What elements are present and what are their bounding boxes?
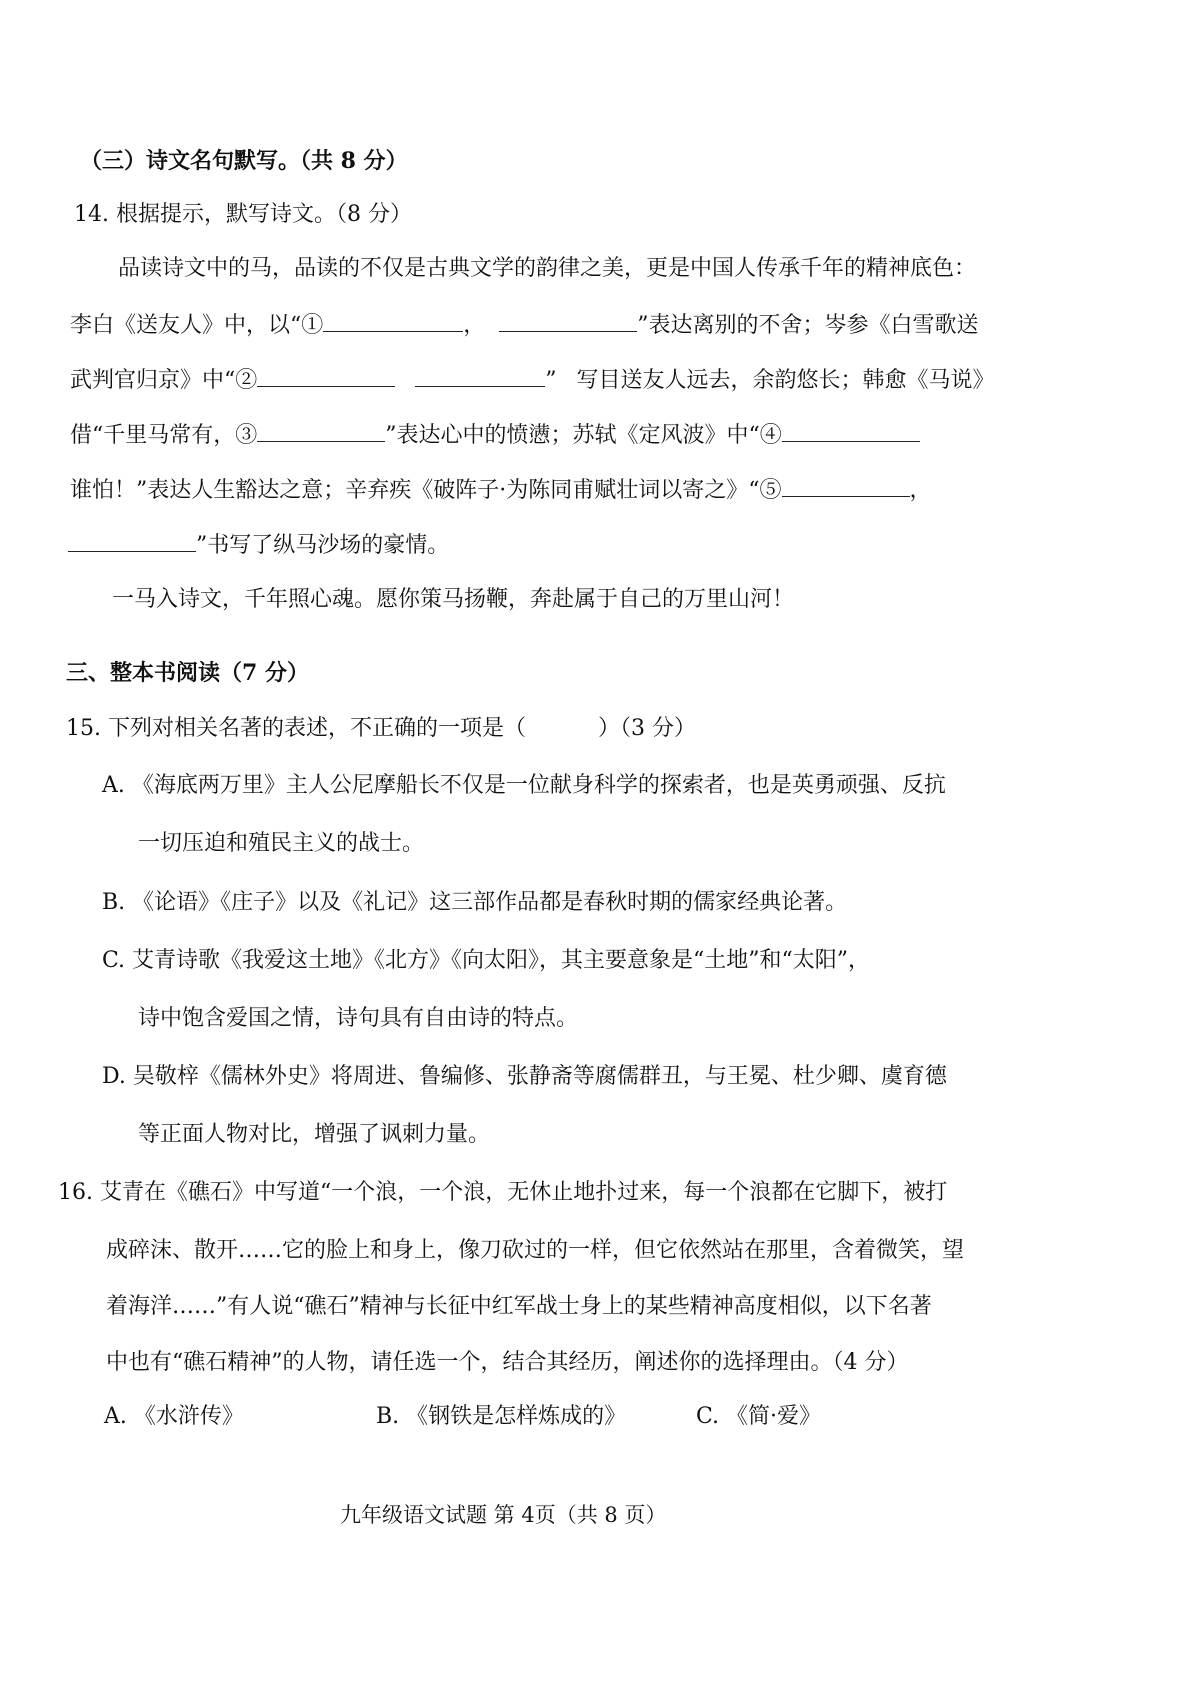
q14-text: ” [545, 368, 557, 393]
blank-2b[interactable] [415, 364, 545, 387]
q14-para-line-6 [68, 529, 449, 561]
blank-5b[interactable] [68, 529, 196, 552]
option-d-line-1: D. 吴敬梓《儒林外史》将周进、鲁编修、张静斋等腐儒群丑，与王冕、杜少卿、虞育德 [102, 1064, 947, 1089]
part-3-title: 三、整本书阅读（7 分） [66, 660, 309, 686]
q14-para-line-2 [70, 309, 979, 341]
q14-para-line-7: 一马入诗文，千年照心魂。愿你策马扬鞭，奔赴属于自己的万里山河！ [112, 587, 795, 612]
q15-stem-text: 15. 下列对相关名著的表述，不正确的一项是（ [66, 716, 526, 741]
q14-text: 谁怕！”表达人生豁达之意；辛弃疾《破阵子·为陈同甫赋壮词以寄之》“⑤ [70, 478, 782, 503]
q14-text: 武判官归京》中“② [70, 368, 258, 393]
q14-text: ”书写了纵马沙场的豪情。 [196, 533, 450, 558]
option-c-line-1: C. 艾青诗歌《我爱这土地》《北方》《向太阳》，其主要意象是“土地”和“太阳”， [102, 948, 871, 973]
blank-3[interactable] [257, 419, 385, 442]
question-14-stem: 14. 根据提示，默写诗文。（8 分） [74, 202, 412, 227]
option-a-line-1: A. 《海底两万里》主人公尼摩船长不仅是一位献身科学的探索者，也是英勇顽强、反抗 [102, 773, 946, 798]
option-d-line-2: 等正面人物对比，增强了讽刺力量。 [138, 1122, 491, 1147]
option-c-line-2: 诗中饱含爱国之情，诗句具有自由诗的特点。 [138, 1006, 579, 1031]
q16-option-b: B. 《钢铁是怎样炼成的》 [376, 1404, 627, 1429]
page-footer: 九年级语文试题 第 4页（共 8 页） [340, 1503, 667, 1527]
question-16-line-1: 16. 艾青在《礁石》中写道“一个浪，一个浪，无休止地扑过来，每一个浪都在它脚下，被打 [58, 1180, 948, 1205]
q14-para-line-3 [70, 364, 995, 396]
q14-text: 写目送友人远去，余韵悠长；韩愈《马说》 [576, 368, 995, 393]
option-b: B. 《论语》《庄子》以及《礼记》这三部作品都是春秋时期的儒家经典论著。 [102, 890, 848, 915]
blank-1b[interactable] [499, 309, 637, 332]
q14-text: 李白《送友人》中，以“① [70, 313, 324, 338]
option-a-line-2: 一切压迫和殖民主义的战士。 [138, 831, 425, 856]
blank-1a[interactable] [323, 309, 463, 332]
q15-stem-text: ）（3 分） [597, 716, 696, 741]
blank-2a[interactable] [257, 364, 395, 387]
q16-option-a: A. 《水浒传》 [104, 1404, 244, 1429]
blank-4[interactable] [782, 419, 920, 442]
question-15-stem [66, 714, 696, 744]
q14-text: ， [463, 313, 486, 338]
question-16-line-2: 成碎沫、散开……它的脸上和身上，像刀砍过的一样，但它依然站在那里，含着微笑，望 [106, 1238, 965, 1263]
q14-para-line-4 [70, 419, 920, 451]
question-16-line-4: 中也有“礁石精神”的人物，请任选一个，结合其经历，阐述你的选择理由。（4 分） [106, 1350, 909, 1375]
section-3-title: （三）诗文名句默写。（共 8 分） [80, 148, 408, 174]
blank-5a[interactable] [782, 474, 910, 497]
q14-text: ”表达离别的不舍；岑参《白雪歌送 [637, 313, 979, 338]
q14-text: ， [909, 478, 932, 503]
q16-option-c: C. 《简·爱》 [696, 1404, 822, 1429]
q14-para-line-1: 品读诗文中的马，品读的不仅是古典文学的韵律之美，更是中国人传承千年的精神底色： [118, 256, 977, 281]
q14-text: 借“千里马常有，③ [70, 423, 258, 448]
q14-para-line-5 [70, 474, 932, 506]
question-16-line-3: 着海洋……”有人说“礁石”精神与长征中红军战士身上的某些精神高度相似，以下名著 [106, 1294, 932, 1319]
q14-text: ”表达心中的愤懑；苏轼《定风波》中“④ [385, 423, 782, 448]
